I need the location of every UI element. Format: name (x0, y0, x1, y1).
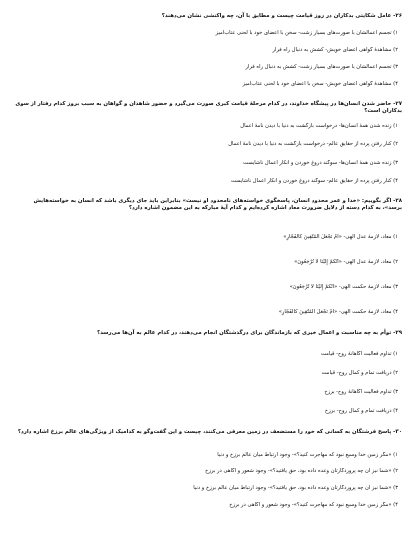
question-26: ۲۶- عامل شکایتی بدکاران در روز قیامت چیست و مطابق با آن، چه واکنشی نشان می‌دهند؟ (161, 13, 402, 19)
q26-option-4[interactable]: ۴) مشاهدهٔ گواهی اعضای خویش- سخن با اعضای خود با لحنی عتاب‌آمیز (242, 81, 398, 87)
q30-option-1[interactable]: ۱) «مگر زمین خدا وسیع نبود که مهاجرت کنید؟»- وجود ارتباط میان عالم برزخ و دنیا (217, 452, 398, 458)
q26-option-2[interactable]: ۲) مشاهدهٔ گواهی اعضای خویش- کشش به دنبال راه فرار (272, 47, 398, 53)
q30-option-2[interactable]: ۲) «شما نیز آن چه پروردگارتان وعده داده بود، حق یافتید؟»- وجود شعور و آگاهی در برزخ (205, 468, 398, 474)
q28-option-3[interactable]: ۳) معاد، لازمهٔ حکمت الهی- «أَنَّكُمْ إِلَيْنَا لَا تُرْجَعُونَ» (289, 284, 398, 290)
q27-option-2[interactable]: ۲) کنار رفتن پرده از حقایق عالم- درخواست بازگشت به دنیا با دیدن نامهٔ اعمال (228, 141, 398, 147)
q27-option-3[interactable]: ۳) زنده شدن همهٔ انسان‌ها- سوگند دروغ خوردن و انکار اعمال ناشایست (243, 160, 398, 166)
question-28: ۲۸- اگر بگوییم: «خدا و عمر محدود انسان، پاسخگوی خواسته‌های نامحدود او نیست» بنابراین باید جای دیگری باشد که انسان به خواسته‌هایش برسد»، به کدام دسته از دلایل ضرورت معاد اشاره کرده‌ایم و کدام آیهٔ مبارکه به این مضمون اشاره دارد؟ (33, 198, 402, 211)
q28-option-4[interactable]: ۴) معاد، لازمهٔ حکمت الهی- «أَمْ نَجْعَلُ الْمُتَّقِينَ كَالْفُجَّارِ» (278, 309, 398, 315)
q30-option-4[interactable]: ۴) «مگر زمین خدا وسیع نبود که مهاجرت کنید؟»- وجود شعور و آگاهی در برزخ (229, 502, 398, 508)
q27-option-1[interactable]: ۱) زنده شدن همهٔ انسان‌ها- درخواست بازگشت به دنیا با دیدن نامهٔ اعمال (240, 123, 398, 129)
q28-option-2[interactable]: ۲) معاد، لازمهٔ عدل الهی- «أَنَّكُمْ إِلَيْنَا لَا تُرْجَعُونَ» (294, 259, 398, 265)
q28-option-1[interactable]: ۱) معاد، لازمهٔ عدل الهی- «أَمْ نَجْعَلُ الْمُتَّقِينَ كَالْفُجَّارِ» (283, 234, 398, 240)
q26-option-1[interactable]: ۱) تجسم اعمالشان با صورت‌های بسیار زشت- سخن با اعضای خود با لحنی عتاب‌آمیز (215, 30, 398, 36)
q29-option-2[interactable]: ۲) دریافت تمام و کمال روح- قیامت (321, 370, 398, 376)
q27-option-4[interactable]: ۴) کنار رفتن پرده از حقایق عالم- سوگند دروغ خوردن و انکار اعمال ناشایست (231, 178, 398, 184)
question-29: ۲۹- توأم به چه مناسبت و اعمال خیری که بازماندگان برای درگذشتگان انجام می‌دهند، در کدام عالم به آن‌ها می‌رسد؟ (96, 330, 402, 336)
q29-option-1[interactable]: ۱) تداوم فعالیت آگاهانهٔ روح- قیامت (321, 351, 398, 357)
q30-option-3[interactable]: ۳) «شما نیز آن چه پروردگارتان وعده داده بود، حق یافتید؟»- وجود ارتباط میان عالم برزخ و دنیا (193, 485, 398, 491)
q29-option-4[interactable]: ۴) دریافت تمام و کمال روح- برزخ (324, 408, 398, 414)
q29-option-3[interactable]: ۳) تداوم فعالیت آگاهانهٔ روح- برزخ (324, 389, 398, 395)
question-27: ۲۷- حاضر شدن انسان‌ها در پیشگاه خداوند، در کدام مرحلهٔ قیامت کبری صورت می‌گیرد و حضور شاهدان و گواهان به سبب بروز کدام رفتار از سوی بدکاران است؟ (15, 101, 402, 114)
question-30: ۳۰- پاسخ فرشتگان به کسانی که خود را مستضعف در زمین معرفی می‌کنند، چیست و این گفت‌وگو به کدامیک از ویژگی‌های عالم برزخ اشاره دارد؟ (17, 429, 402, 435)
q26-option-3[interactable]: ۳) تجسم اعمالشان با صورت‌های بسیار زشت- کشش به دنبال راه فرار (245, 64, 398, 70)
